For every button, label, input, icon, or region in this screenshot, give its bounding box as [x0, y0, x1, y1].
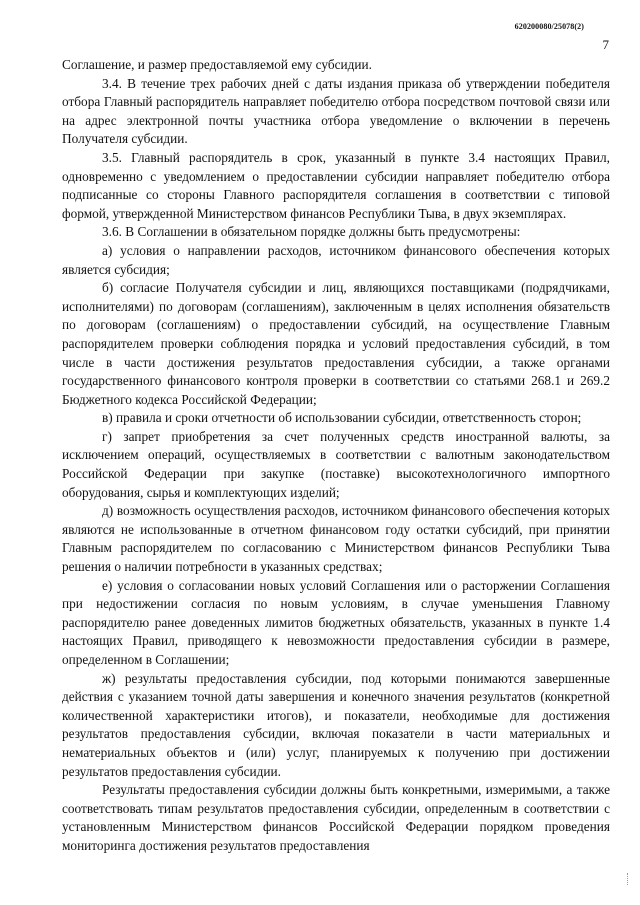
- paragraph: Соглашение, и размер предоставляемой ему субсидии.: [62, 57, 372, 72]
- paragraph: в) правила и сроки отчетности об использовании субсидии, ответственность сторон;: [102, 410, 582, 426]
- paragraph: 3.6. В Соглашении в обязательном порядке должны быть предусмотрены:: [102, 224, 521, 240]
- paragraph: а) условия о направлении расходов, источником финансового обеспечения которых является субсидия;: [62, 242, 610, 277]
- paragraph: 3.5. Главный распорядитель в срок, указанный в пункте 3.4 настоящих Правил, одновременно с уведомлением о предоставлении субсидии направляет победителю отбора подписанные со стороны Главного распорядителя соглашения в соответствии с типовой формой, утвержденной Министерством финансов Республики Тыва, в двух экземплярах.: [62, 149, 610, 221]
- page-number: 7: [602, 37, 609, 52]
- paragraph: 3.4. В течение трех рабочих дней с даты издания приказа об утверждении победителя отбора Главный распорядитель направляет победителю отбора посредством почтовой связи или на адрес электронной почты участника отбора уведомление о включении в перечень Получателя субсидии.: [62, 75, 610, 147]
- paragraph: ж) результаты предоставления субсидии, под которыми понимаются завершенные действия с указанием точной даты завершения и конечного значения результатов (конкретной количественной характеристики итогов), и показатели, необходимые для достижения результатов предоставления субсидии, включая показатели в части материальных и нематериальных объектов и (или) услуг, планируемых к получению при достижении результатов предоставления субсидии.: [62, 670, 610, 779]
- paragraph: б) согласие Получателя субсидии и лиц, являющихся поставщиками (подрядчиками, исполнителями) по договорам (соглашениям), заключенным в целях исполнения обязательств по договорам (соглашениям) о предоставлении субсидий, на осуществление Главным распорядителем проверки соблюдения порядка и условий предоставления субсидий, в том числе в части достижения результатов предоставления субсидии, а также органами государственного финансового контроля проверки в соответствии со статьями 268.1 и 269.2 Бюджетного кодекса Российской Федерации;: [62, 280, 610, 407]
- paragraph: е) условия о согласовании новых условий Соглашения или о расторжении Соглашения при недостижении согласия по новым условиям, в случае уменьшения Главному распорядителю ранее доведенных лимитов бюджетных обязательств, указанных в пункте 1.4 настоящих Правил, приводящего к невозможности предоставления субсидии в размере, определенном в Соглашении;: [62, 577, 610, 667]
- paragraph: г) запрет приобретения за счет полученных средств иностранной валюты, за исключением операций, осуществляемых в соответствии с валютным законодательством Российской Федерации при закупке (поставке) высокотехнологичного импортного оборудования, сырья и комплектующих изделий;: [62, 428, 610, 500]
- document-id: 620200080/25078(2): [514, 22, 584, 31]
- body-text: [62, 56, 610, 856]
- paragraph: д) возможность осуществления расходов, источником финансового обеспечения которых являются не использованные в отчетном финансовом году остатки субсидий, при принятии Главным распорядителем по согласованию с Министерством финансов Республики Тыва решения о наличии потребности в указанных средствах;: [62, 503, 610, 575]
- scan-mark: [627, 873, 632, 885]
- paragraph: Результаты предоставления субсидии должны быть конкретными, измеримыми, а также соответствовать типам результатов предоставления субсидии, определенным в соответствии с установленным Министерством финансов Российской Федерации порядком проведения мониторинга достижения результатов предоставления: [62, 782, 610, 853]
